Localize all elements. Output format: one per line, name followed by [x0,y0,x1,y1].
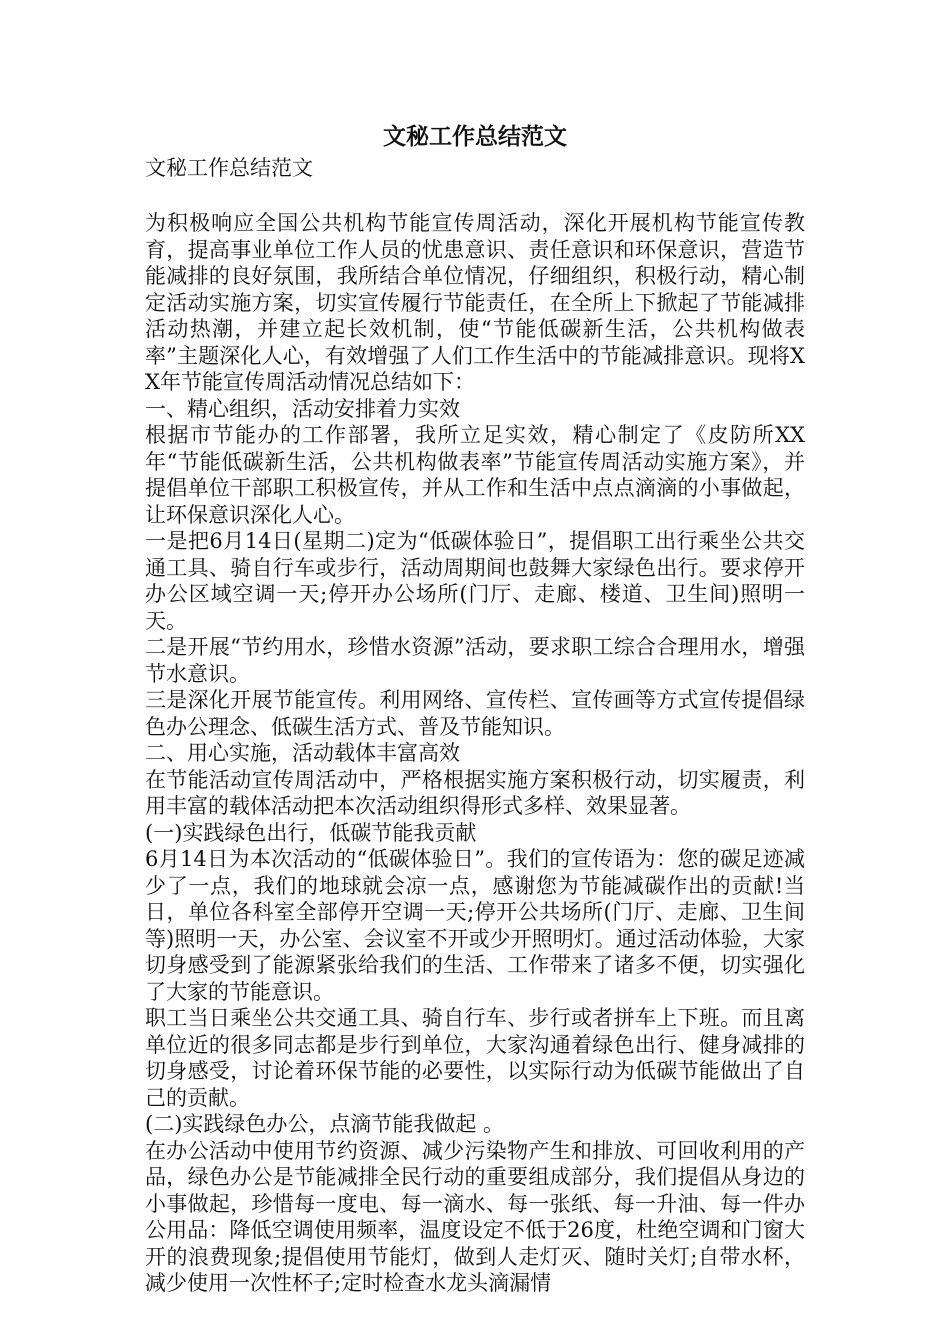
body-paragraph: 在办公活动中使用节约资源、减少污染物产生和排放、可回收利用的产品，绿色办公是节能减排全民行动的重要组成部分，我们提倡从身边的小事做起，珍惜每一度电、每一滴水、每一张纸、每一升油、每一件办公用品：降低空调使用频率，温度设定不低于26度，杜绝空调和门窗大开的浪费现象;提倡使用节能灯，做到人走灯灭、随时关灯;自带水杯，减少使用一次性杯子;定时检查水龙头滴漏情 [145,1138,805,1295]
section-heading: 二、用心实施，活动载体丰富高效 [145,741,460,765]
body-paragraph: 6月14日为本次活动的“低碳体验日”。我们的宣传语为：您的碳足迹减少了一点，我们的地球就会凉一点，感谢您为节能减碳作出的贡献!当日，单位各科室全部停开空调一天;停开公共场所(门厅、走廊、卫生间等)照明一天，办公室、会议室不开或少开照明灯。通过活动体验，大家切身感受到了能源紧张给我们的生活、工作带来了诸多不便，切实强化了大家的节能意识。 [145,847,805,1004]
body-paragraph: 在节能活动宣传周活动中，严格根据实施方案积极行动，切实履责，利用丰富的载体活动把本次活动组织得形式多样、效果显著。 [145,767,805,818]
body-paragraph: 职工当日乘坐公共交通工具、骑自行车、步行或者拼车上下班。而且离单位近的很多同志都是步行到单位，大家沟通着绿色出行、健身减排的切身感受，讨论着环保节能的必要性，以实际行动为低碳节能做出了自己的贡献。 [145,1006,805,1110]
document-title: 文秘工作总结范文 [383,123,567,150]
document-subtitle: 文秘工作总结范文 [145,156,313,180]
body-paragraph: 为积极响应全国公共机构节能宣传周活动，深化开展机构节能宣传教育，提高事业单位工作人员的忧患意识、责任意识和环保意识，营造节能减排的良好氛围，我所结合单位情况，仔细组织，积极行动，精心制定活动实施方案，切实宣传履行节能责任，在全所上下掀起了节能减排活动热潮，并建立起长效机制，使“节能低碳新生活，公共机构做表率”主题深化人心，有效增强了人们工作生活中的节能减排意识。现将XX年节能宣传周活动情况总结如下： [145,211,805,394]
section-heading: (二)实践绿色办公，点滴节能我做起 。 [145,1112,505,1136]
document-body [145,210,805,1297]
body-paragraph: 根据市节能办的工作部署，我所立足实效，精心制定了《皮防所XX年“节能低碳新生活，公共机构做表率”节能宣传周活动实施方案》，并提倡单位干部职工积极宣传，并从工作和生活中点点滴滴的小事做起，让环保意识深化人心。 [145,423,805,527]
document-page [145,120,805,1297]
section-heading: (一)实践绿色出行，低碳节能我贡献 [145,820,477,845]
blank-line [145,182,805,210]
section-heading: 一、精心组织，活动安排着力实效 [145,396,460,421]
body-paragraph: 三是深化开展节能宣传。利用网络、宣传栏、宣传画等方式宣传提倡绿色办公理念、低碳生活方式、普及节能知识。 [145,688,805,739]
body-paragraph: 二是开展“节约用水，珍惜水资源”活动，要求职工综合合理用水，增强节水意识。 [145,635,805,686]
body-paragraph: 一是把6月14日(星期二)定为“低碳体验日”，提倡职工出行乘坐公共交通工具、骑自行车或步行，活动周期间也鼓舞大家绿色出行。要求停开办公区域空调一天;停开办公场所(门厅、走廊、楼道、卫生间)照明一天。 [145,529,805,633]
